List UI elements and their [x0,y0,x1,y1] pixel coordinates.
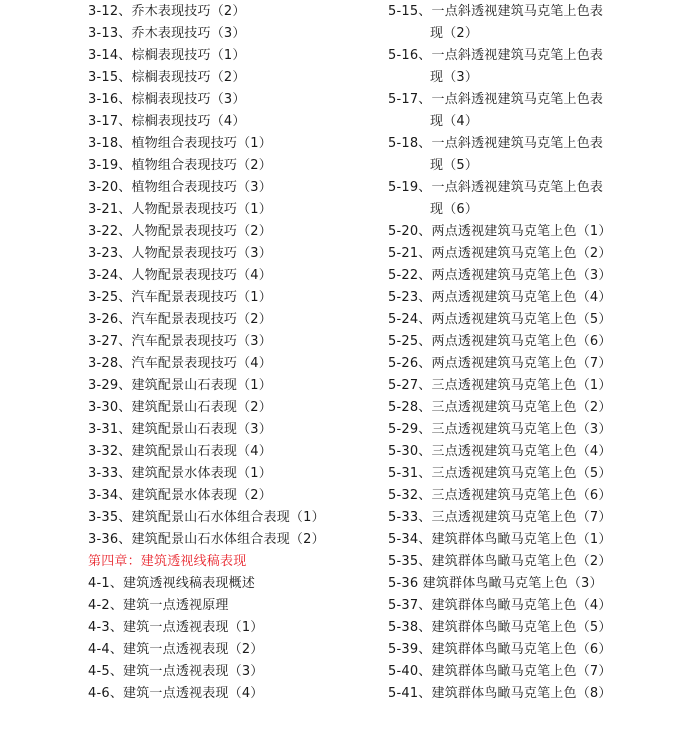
toc-entry [388,463,688,485]
toc-entry-text: 4-5、建筑一点透视表现（3） [88,664,264,679]
toc-entry [388,397,688,419]
toc-entry-text: 4-6、建筑一点透视表现（4） [88,686,264,701]
toc-entry-text: 3-28、汽车配景表现技巧（4） [88,356,272,371]
toc-entry [88,661,388,683]
toc-entry [88,529,388,551]
toc-entry [88,309,388,331]
toc-entry-text: 4-2、建筑一点透视原理 [88,598,229,613]
toc-entry-text: 3-14、棕榈表现技巧（1） [88,48,246,63]
toc-entry [388,177,688,221]
toc-entry-text: 5-32、三点透视建筑马克笔上色（6） [388,488,612,503]
toc-entry [88,397,388,419]
toc-entry [388,551,688,573]
toc-entry [88,485,388,507]
toc-entry [88,617,388,639]
toc-entry-text: 3-29、建筑配景山石表现（1） [88,378,272,393]
toc-entry-text: 5-15、一点斜透视建筑马克笔上色表 [388,4,604,19]
toc-entry [388,639,688,661]
toc-entry [88,133,388,155]
toc-entry [88,463,388,485]
toc-entry-text: 5-20、两点透视建筑马克笔上色（1） [388,224,612,239]
toc-entry-continuation: 现（3） [430,70,479,85]
toc-entry-text: 3-33、建筑配景水体表现（1） [88,466,272,481]
toc-entry-text: 3-36、建筑配景山石水体组合表现（2） [88,532,325,547]
toc-entry [88,639,388,661]
toc-entry-text: 5-36 建筑群体鸟瞰马克笔上色（3） [388,576,603,591]
toc-entry-text: 3-27、汽车配景表现技巧（3） [88,334,272,349]
toc-entry [88,23,388,45]
toc-entry-text: 3-16、棕榈表现技巧（3） [88,92,246,107]
toc-entry [88,1,388,23]
toc-entry [88,419,388,441]
toc-entry-text: 5-33、三点透视建筑马克笔上色（7） [388,510,612,525]
toc-entry [388,485,688,507]
toc-entry [388,573,688,595]
toc-entry-continuation: 现（6） [430,202,479,217]
toc-right-column [388,1,688,705]
toc-entry [88,595,388,617]
toc-entry [88,155,388,177]
toc-entry [88,111,388,133]
toc-entry-continuation: 现（2） [430,26,479,41]
toc-entry-text: 4-1、建筑透视线稿表现概述 [88,576,256,591]
toc-entry-text: 5-19、一点斜透视建筑马克笔上色表 [388,180,604,195]
toc-entry-text: 5-39、建筑群体鸟瞰马克笔上色（6） [388,642,612,657]
toc-entry-text: 3-32、建筑配景山石表现（4） [88,444,272,459]
toc-entry [388,265,688,287]
toc-entry-text: 5-27、三点透视建筑马克笔上色（1） [388,378,612,393]
toc-entry-text: 3-24、人物配景表现技巧（4） [88,268,272,283]
toc-entry-text: 5-31、三点透视建筑马克笔上色（5） [388,466,612,481]
toc-entry [88,177,388,199]
toc-entry-text: 3-25、汽车配景表现技巧（1） [88,290,272,305]
toc-entry-text: 5-16、一点斜透视建筑马克笔上色表 [388,48,604,63]
toc-entry [388,595,688,617]
toc-entry-text: 3-23、人物配景表现技巧（3） [88,246,272,261]
toc-left-column [88,1,388,705]
toc-entry-text: 5-18、一点斜透视建筑马克笔上色表 [388,136,604,151]
toc-entry-text: 5-25、两点透视建筑马克笔上色（6） [388,334,612,349]
toc-entry-text: 5-24、两点透视建筑马克笔上色（5） [388,312,612,327]
toc-entry [88,375,388,397]
toc-entry-text: 3-15、棕榈表现技巧（2） [88,70,246,85]
toc-entry-text: 3-21、人物配景表现技巧（1） [88,202,272,217]
toc-entry-text: 3-26、汽车配景表现技巧（2） [88,312,272,327]
toc-entry [388,353,688,375]
toc-entry-text: 5-26、两点透视建筑马克笔上色（7） [388,356,612,371]
toc-entry [88,353,388,375]
toc-entry [388,419,688,441]
toc-entry-text: 5-38、建筑群体鸟瞰马克笔上色（5） [388,620,612,635]
toc-entry-text: 5-21、两点透视建筑马克笔上色（2） [388,246,612,261]
toc-entry-text: 5-30、三点透视建筑马克笔上色（4） [388,444,612,459]
toc-entry-text: 第四章：建筑透视线稿表现 [88,554,247,569]
toc-entry [88,45,388,67]
toc-entry-text: 5-40、建筑群体鸟瞰马克笔上色（7） [388,664,612,679]
toc-entry-text: 3-31、建筑配景山石表现（3） [88,422,272,437]
toc-entry [388,331,688,353]
toc-entry-text: 3-17、棕榈表现技巧（4） [88,114,246,129]
toc-entry-text: 3-35、建筑配景山石水体组合表现（1） [88,510,325,525]
toc-entry-text: 3-22、人物配景表现技巧（2） [88,224,272,239]
toc-entry-text: 5-23、两点透视建筑马克笔上色（4） [388,290,612,305]
toc-entry-text: 5-22、两点透视建筑马克笔上色（3） [388,268,612,283]
toc-entry-text: 3-13、乔木表现技巧（3） [88,26,246,41]
toc-entry [88,331,388,353]
toc-entry [88,507,388,529]
toc-entry [388,375,688,397]
toc-entry [88,67,388,89]
toc-entry [388,221,688,243]
toc-entry-text: 5-34、建筑群体鸟瞰马克笔上色（1） [388,532,612,547]
toc-entry [88,441,388,463]
toc-entry [88,683,388,705]
toc-entry [88,265,388,287]
toc-entry [88,573,388,595]
toc-entry-text: 3-18、植物组合表现技巧（1） [88,136,272,151]
toc-entry [88,89,388,111]
toc-entry [388,683,688,705]
toc-entry [388,529,688,551]
chapter-heading [88,551,388,573]
toc-entry [388,243,688,265]
toc-entry-text: 5-41、建筑群体鸟瞰马克笔上色（8） [388,686,612,701]
toc-entry [388,133,688,177]
toc-entry-text: 5-17、一点斜透视建筑马克笔上色表 [388,92,604,107]
toc-entry-text: 5-37、建筑群体鸟瞰马克笔上色（4） [388,598,612,613]
toc-entry [388,441,688,463]
toc-entry [388,617,688,639]
toc-entry [388,287,688,309]
toc-entry-continuation: 现（4） [430,114,479,129]
toc-entry [88,243,388,265]
toc-entry-text: 3-20、植物组合表现技巧（3） [88,180,272,195]
toc-entry-text: 3-19、植物组合表现技巧（2） [88,158,272,173]
toc-entry [388,45,688,89]
toc-entry-text: 4-4、建筑一点透视表现（2） [88,642,264,657]
toc-entry [88,199,388,221]
toc-entry [388,89,688,133]
toc-entry-text: 5-28、三点透视建筑马克笔上色（2） [388,400,612,415]
toc-entry [88,287,388,309]
toc-entry [388,1,688,45]
toc-entry-text: 5-29、三点透视建筑马克笔上色（3） [388,422,612,437]
toc-entry-continuation: 现（5） [430,158,479,173]
toc-entry-text: 3-30、建筑配景山石表现（2） [88,400,272,415]
toc-entry-text: 5-35、建筑群体鸟瞰马克笔上色（2） [388,554,612,569]
toc-entry-text: 3-34、建筑配景水体表现（2） [88,488,272,503]
toc-entry [88,221,388,243]
toc-entry [388,661,688,683]
toc-entry [388,507,688,529]
toc-entry-text: 3-12、乔木表现技巧（2） [88,4,246,19]
toc-entry-text: 4-3、建筑一点透视表现（1） [88,620,264,635]
toc-entry [388,309,688,331]
